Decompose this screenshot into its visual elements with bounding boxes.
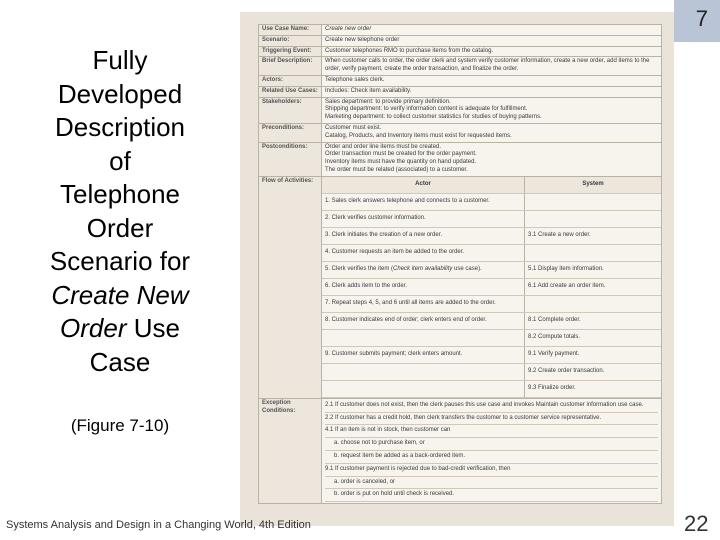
system-step: 8.2 Compute totals. [525,329,662,346]
trigger-value: Customer telephones RMO to purchase items from the catalog. [322,46,662,57]
system-step [525,295,662,312]
title-line-mixed [30,312,210,346]
flow-row [322,261,661,278]
actor-step: 2. Clerk verifies customer information. [322,210,525,227]
actor-step [322,329,525,346]
system-step: 5.1 Display item information. [525,261,662,278]
related-value: Includes: Check item availability. [322,86,662,97]
postconditions-value [322,142,662,176]
flow-row [322,380,661,397]
system-step: 8.1 Complete order. [525,312,662,329]
exception-subitem: b. order is put on hold until check is received. [325,489,658,502]
system-step: 6.1 Add create an order item. [525,278,662,295]
system-step: 9.1 Verify payment. [525,346,662,363]
title-line: Case [89,346,151,377]
table-row [259,57,662,76]
row-label: Actors: [259,75,322,86]
system-step [525,244,662,261]
slide-title [30,44,210,379]
title-line: Scenario for [49,246,191,276]
system-step [525,210,662,227]
table-row [259,142,662,176]
use-case-figure [240,12,674,526]
actor-step [322,363,525,380]
postcondition-item: Order transaction must be created for the order payment. [325,151,477,158]
system-step: 3.1 Create a new order. [525,227,662,244]
row-label: Brief Description: [259,57,322,76]
flow-header-row [322,177,661,194]
actor-step: 7. Repeat steps 4, 5, and 6 until all items are added to the order. [322,295,525,312]
system-step: 9.3 Finalize order. [525,380,662,397]
flow-row [322,193,661,210]
chapter-badge [674,0,720,42]
row-label: Preconditions: [259,123,322,142]
postcondition-item: The order must be related (associated) to a customer. [325,166,468,173]
actor-step [322,261,525,278]
use-case-table [258,24,662,504]
title-line: Telephone [60,179,180,209]
table-row [259,86,662,97]
title-line: Fully [92,45,148,75]
title-word: Use [133,313,180,343]
row-label: Postconditions: [259,142,322,176]
stakeholder-item: Marketing department: to collect customer statistics for studies of buying patterns. [325,114,542,121]
use-case-name: Create new order [322,25,662,36]
table-row [259,398,662,503]
actor-step: 8. Customer indicates end of order; clerk enters end of order. [322,312,525,329]
flow-row [322,329,661,346]
exception-conditions [322,398,662,503]
flow-row [322,295,661,312]
title-italic-word: Order [60,313,127,343]
flow-table [322,177,661,398]
flow-row [322,278,661,295]
actors-value: Telephone sales clerk. [322,75,662,86]
precondition-item: Catalog, Products, and Inventory items must exist for requested items. [325,132,512,139]
actor-step: 1. Sales clerk answers telephone and connects to a customer. [322,193,525,210]
table-row [259,123,662,142]
actor-step: 6. Clerk adds item to the order. [322,278,525,295]
exception-item: 2.1 If customer does not exist, then the clerk pauses this use case and invokes Maintain customer information use case. [325,400,658,413]
system-step: 9.2 Create order transaction. [525,363,662,380]
title-line: of [109,145,131,176]
postcondition-item: Order and order line items must be created. [325,143,442,150]
exception-subitem: b. request item be added as a back-ordered item. [325,451,658,464]
exception-item: 9.1 If customer payment is rejected due to bad-credit verification, then [325,464,658,477]
row-label: Exception Conditions: [259,398,322,503]
title-line: Developed [57,78,183,109]
row-label: Scenario: [259,35,322,46]
table-row [259,35,662,46]
flow-row [322,363,661,380]
row-label: Stakeholders: [259,97,322,123]
actor-step-text: 5. Clerk verifies the item (Check item availability use case). [325,265,482,272]
flow-row [322,210,661,227]
stakeholder-item: Shipping department: to verify information content is adequate for fulfillment. [325,106,528,113]
scenario-value: Create new telephone order [322,35,662,46]
flow-row [322,346,661,363]
row-label: Related Use Cases: [259,86,322,97]
system-header: System [525,177,662,194]
table-row [259,46,662,57]
row-label: Triggering Event: [259,46,322,57]
table-row [259,25,662,36]
exception-subitem: a. choose not to purchase item, or [325,438,658,451]
precondition-item: Customer must exist. [325,124,382,131]
footer-text: Systems Analysis and Design in a Changing World, 4th Edition [6,519,311,531]
exception-item: 2.2 If customer has a credit hold, then clerk transfers the customer to a customer service representative. [325,413,658,426]
table-row [259,75,662,86]
flow-row [322,312,661,329]
table-row [259,176,662,398]
row-label: Flow of Activities: [259,176,322,398]
title-line: Description [54,112,186,142]
flow-of-activities [322,176,662,398]
flow-row [322,227,661,244]
preconditions-value [322,123,662,142]
brief-value: When customer calls to order, the order clerk and system verify customer information, create a new order, add items to the order, verify payment, create the order transaction, and finalize the order. [322,57,662,76]
exception-subitem: a. order is canceled, or [325,477,658,490]
system-step [525,193,662,210]
figure-reference: (Figure 7-10) [70,416,170,435]
actor-step: 3. Clerk initiates the creation of a new order. [322,227,525,244]
postcondition-item: Inventory items must have the quantity on hand updated. [325,159,477,166]
actor-header: Actor [322,177,525,194]
row-label: Use Case Name: [259,25,322,36]
page-number: 22 [684,511,709,536]
stakeholders-value [322,97,662,123]
table-row [259,97,662,123]
actor-step: 4. Customer requests an item be added to the order. [322,244,525,261]
flow-row [322,244,661,261]
actor-step: 9. Customer submits payment; clerk enters amount. [322,346,525,363]
actor-step [322,380,525,397]
stakeholder-item: Sales department: to provide primary definition. [325,98,451,105]
exception-item: 4.1 If an item is not in stock, then customer can [325,425,658,438]
chapter-number: 7 [695,6,708,31]
title-line-italic: Create New [51,279,189,310]
title-line: Order [86,212,154,243]
